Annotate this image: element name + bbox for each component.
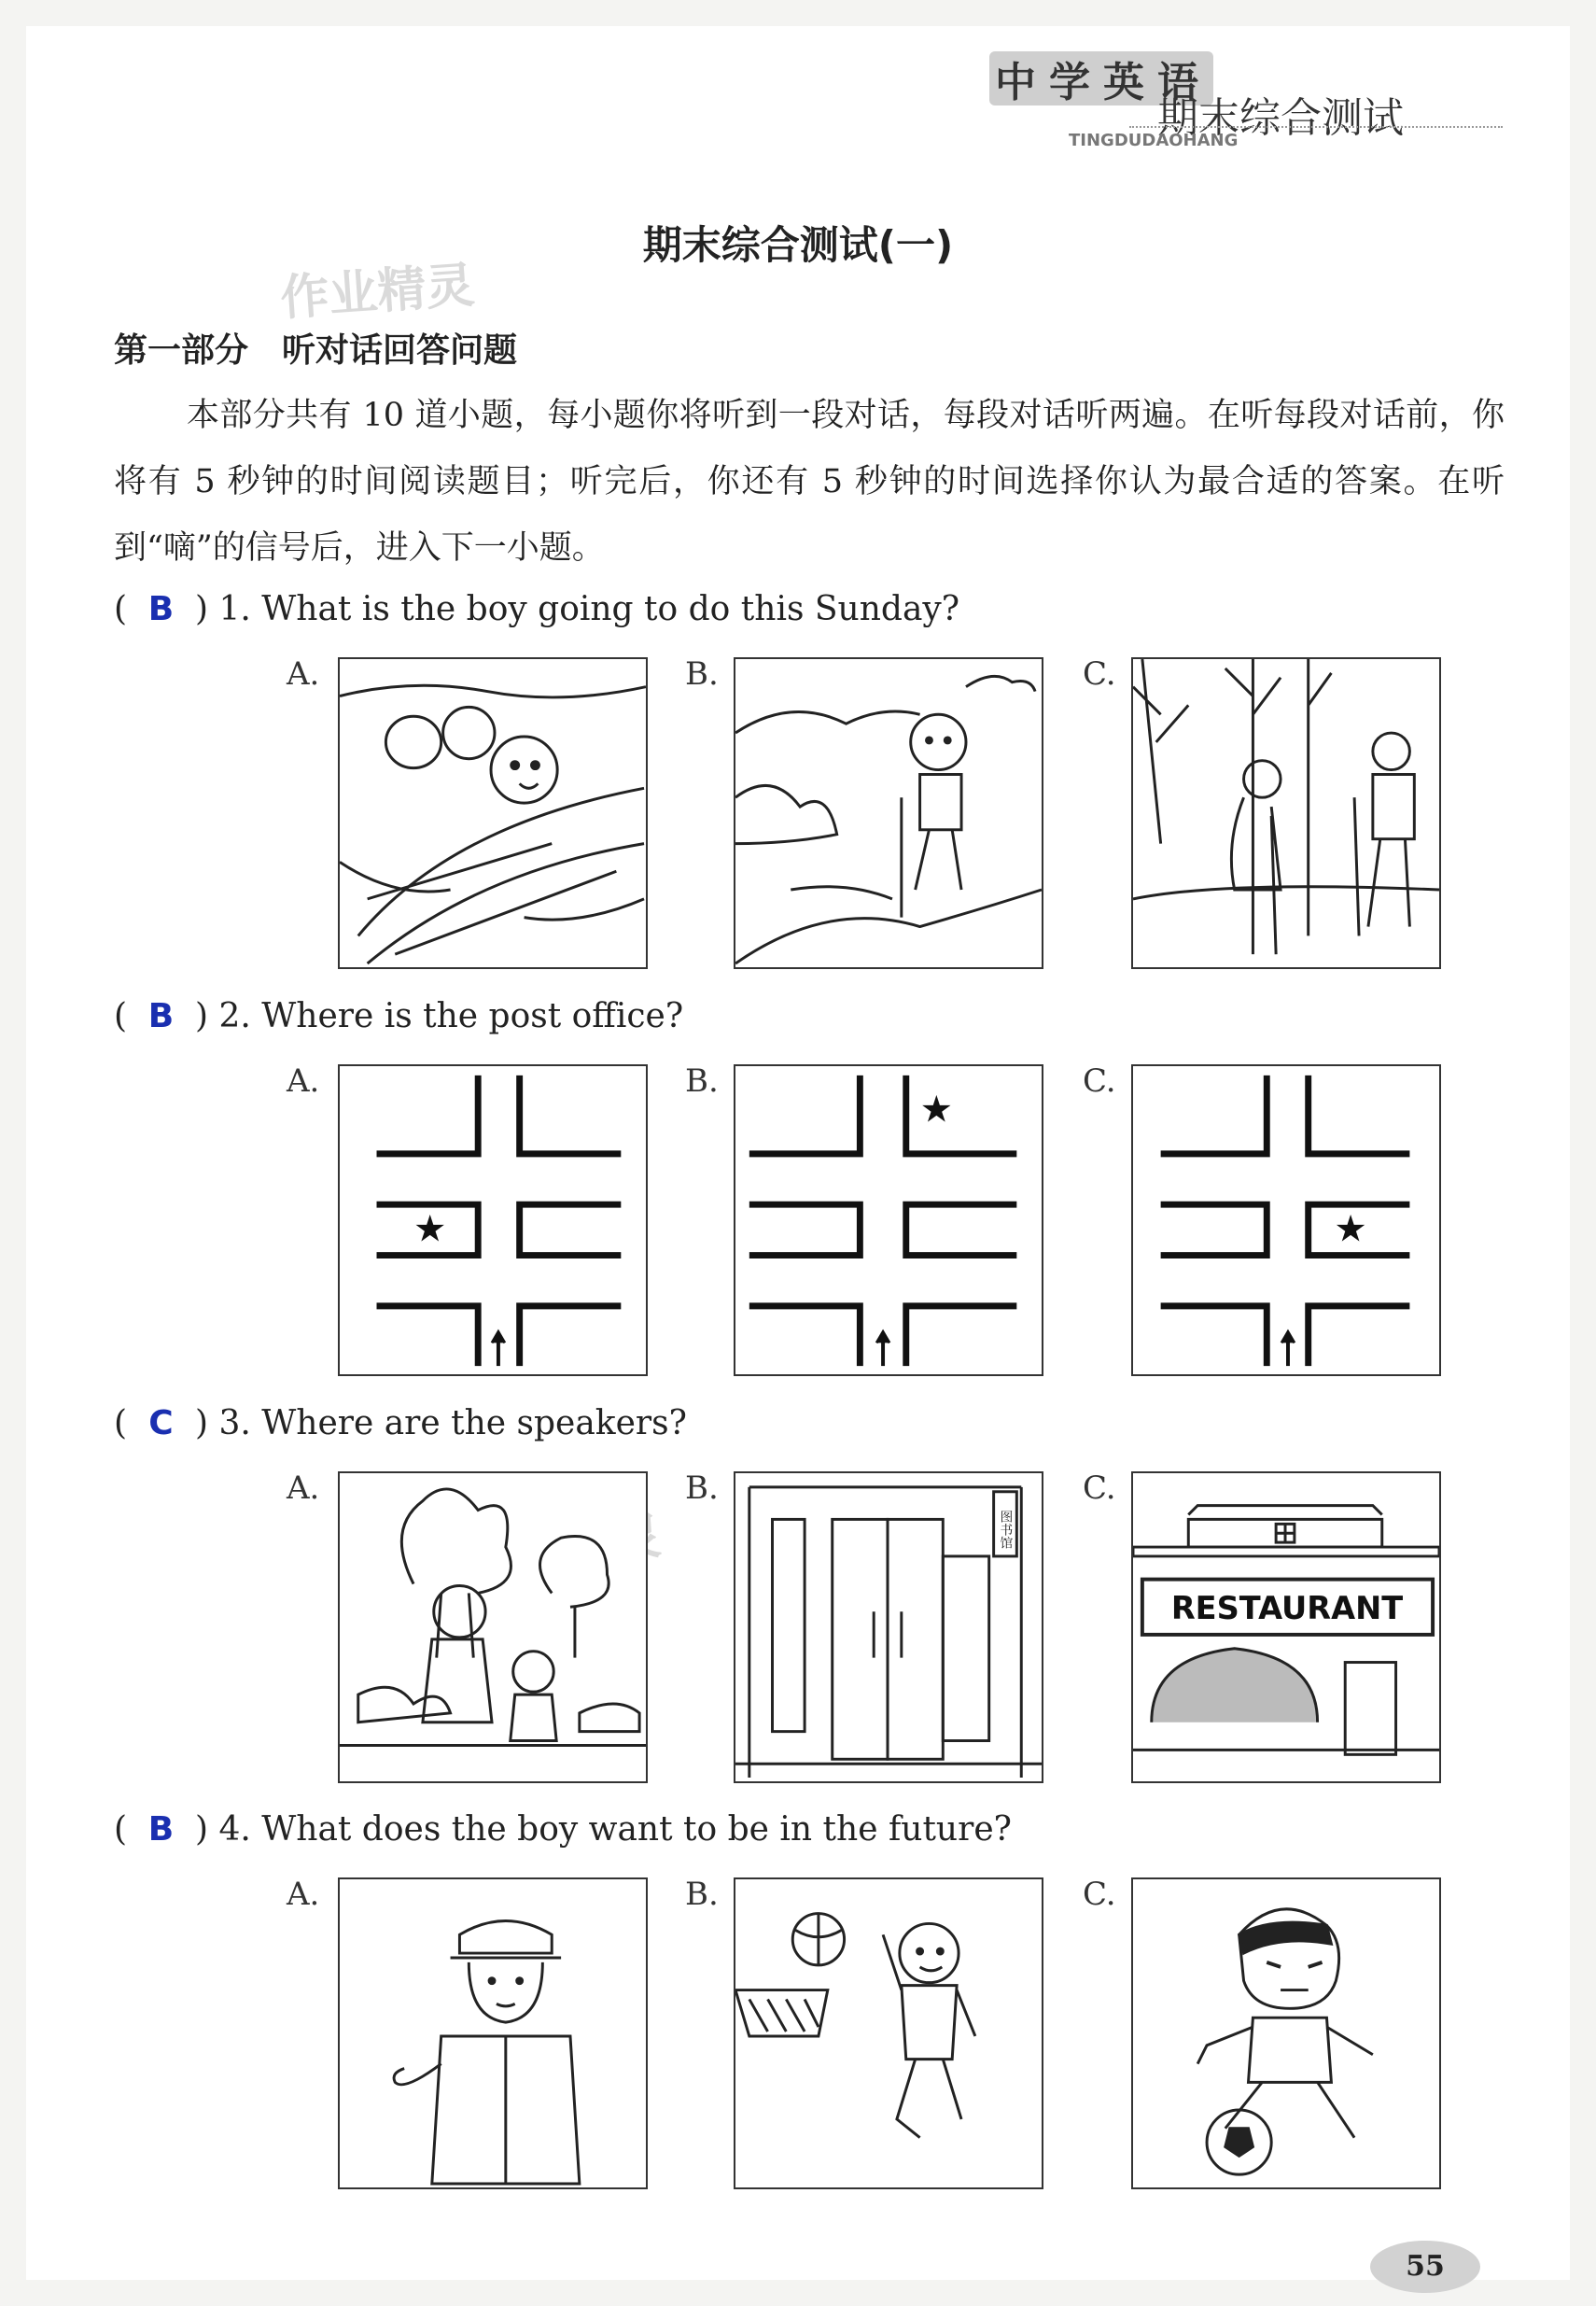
picture-restaurant[interactable] [1131,1471,1441,1783]
option-label: A. [287,1062,320,1100]
page-title: 期末综合测试(一) [642,222,954,268]
question-1: ( B ) 1. What is the boy going to do this Sunday? [114,590,960,628]
option-label: A. [287,1469,320,1507]
section-instructions: 本部分共有 10 道小题，每小题你将听到一段对话，每段对话听两遍。在听每段对话前，你将有 5 秒钟的时间阅读题目；听完后，你还有 5 秒钟的时间选择你认为最合适的答案。在听到“嘀”的信号后，进入下一小题。 [114,397,1505,567]
option-label: C. [1083,1062,1116,1100]
svg-text:★: ★ [413,1207,447,1251]
option-label: C. [1083,655,1116,693]
question-number: 4. [218,1810,251,1849]
question-number: 3. [218,1404,251,1442]
option-label: C. [1083,1469,1116,1507]
answer-mark: B [147,997,175,1035]
option-label: A. [287,1876,320,1913]
option-label: C. [1083,1876,1116,1913]
picture-map-star-right[interactable] [1131,1064,1441,1376]
picture-basketball-player[interactable] [734,1877,1043,2189]
picture-park[interactable] [338,1471,648,1783]
header-section: 期末综合测试 [1157,94,1404,142]
picture-policeman[interactable] [338,1877,648,2189]
svg-text:★: ★ [919,1088,954,1132]
question-text: Where is the post office? [261,997,684,1035]
answer-mark: B [147,1810,175,1849]
watermark: 作业精灵 [278,257,477,328]
question-number: 2. [218,997,251,1035]
page-number: 55 [1370,2241,1480,2293]
section-heading: 第一部分 听对话回答问题 [114,331,518,370]
option-label: B. [685,1469,719,1507]
question-text: What does the boy want to be in the future? [261,1810,1012,1849]
option-label: A. [287,655,320,693]
picture-people-planting-trees[interactable] [1131,657,1441,969]
picture-map-star-left[interactable] [338,1064,648,1376]
option-label: B. [685,655,719,693]
option-label: B. [685,1876,719,1913]
question-4: ( B ) 4. What does the boy want to be in the future? [114,1810,1012,1849]
library-sign: 图书馆 [997,1510,1013,1550]
question-text: What is the boy going to do this Sunday? [261,590,960,628]
picture-map-star-top-right[interactable] [734,1064,1043,1376]
picture-library[interactable] [734,1471,1043,1783]
question-number: 1. [218,590,251,628]
answer-mark: C [148,1404,174,1442]
picture-football-player[interactable] [1131,1877,1441,2189]
answer-mark: B [147,590,175,628]
restaurant-sign: RESTAURANT [1170,1590,1404,1627]
header-series: 中学英语 [995,59,1211,106]
option-label: B. [685,1062,719,1100]
question-3: ( C ) 3. Where are the speakers? [114,1404,687,1442]
question-text: Where are the speakers? [261,1404,687,1442]
picture-boy-hiking[interactable] [734,657,1043,969]
header-divider [1129,126,1503,128]
question-2: ( B ) 2. Where is the post office? [114,997,684,1035]
svg-text:★: ★ [1334,1207,1367,1251]
header-romanized: TINGDUDAOHANG [1069,131,1239,150]
picture-children-rowing-boat[interactable] [338,657,648,969]
